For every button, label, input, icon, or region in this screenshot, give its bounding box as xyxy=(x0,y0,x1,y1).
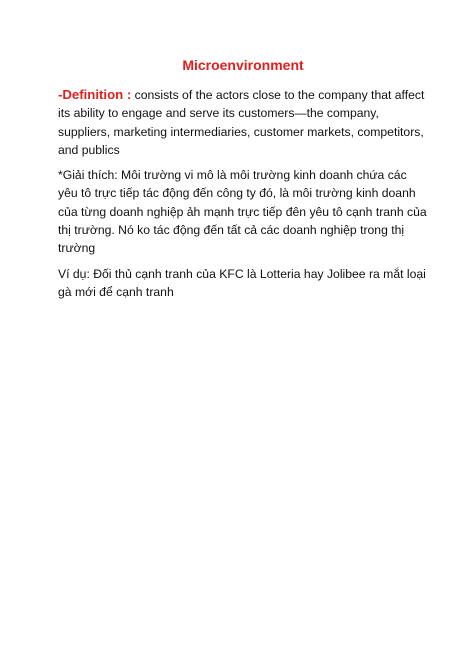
document-title: Microenvironment xyxy=(182,57,304,73)
definition-paragraph xyxy=(58,86,428,159)
definition-text: consists of the actors close to the company that affect its ability to engage and serve its customers—the company, suppliers, marketing intermediaries, customer markets, competitors, and publics xyxy=(58,88,425,157)
example-paragraph: Ví dụ: Đối thủ cạnh tranh của KFC là Lotteria hay Jolibee ra mắt loại gà mới để cạnh tranh xyxy=(58,266,426,299)
explanation-paragraph: *Giải thích: Môi trường vi mô là môi trường kinh doanh chứa các yêu tô trực tiếp tác động đến công ty đó, là môi trường kinh doanh của từng doanh nghiệp ảh mạnh trực tiếp đên yêu tô cạnh tranh của thị trường. Nó ko tác động đến tất cả các doanh nghiệp trong thị trường xyxy=(58,168,427,256)
definition-label: -Definition : xyxy=(58,87,132,102)
document-content xyxy=(58,56,428,308)
